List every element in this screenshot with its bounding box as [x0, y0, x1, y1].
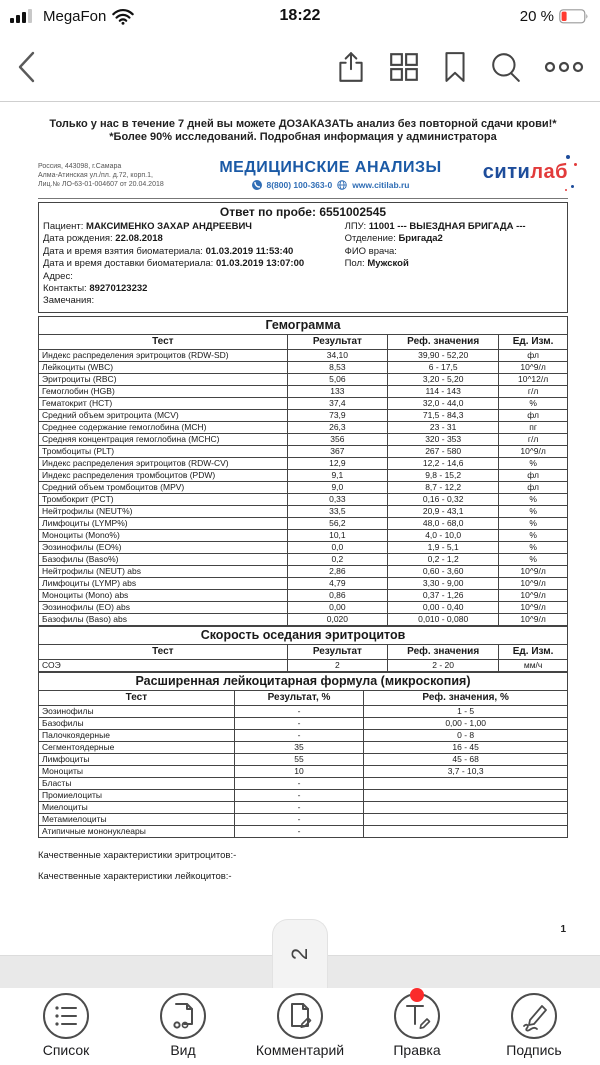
promo-line-1: Только у нас в течение 7 дней вы можете ДОЗАКАЗАТЬ анализ без повторной сдачи крови!*	[49, 118, 557, 130]
table-row	[39, 493, 568, 505]
column-header: Тест	[39, 334, 288, 349]
table-cell: Миелоциты	[39, 801, 235, 813]
next-page-tab	[272, 919, 328, 988]
table-row	[39, 789, 568, 801]
view-tool-button[interactable]	[135, 992, 231, 1065]
table-cell: 9,0	[287, 481, 388, 493]
table-cell: 0,010 - 0,080	[388, 613, 499, 625]
table-cell: 133	[287, 385, 388, 397]
sample-title: Ответ по пробе: 6551002545	[219, 205, 387, 219]
nav-bar	[0, 32, 600, 102]
column-header: Тест	[39, 644, 288, 659]
table-row	[39, 409, 568, 421]
comment-tool-button[interactable]	[252, 992, 348, 1065]
table-cell: %	[499, 541, 568, 553]
search-icon	[490, 51, 522, 83]
more-icon	[544, 59, 584, 75]
document-scroll-area[interactable]	[0, 102, 600, 988]
table-cell: 5,06	[287, 373, 388, 385]
table-cell: фл	[499, 349, 568, 361]
table-cell	[364, 777, 568, 789]
table-cell	[364, 813, 568, 825]
table-cell: Моноциты (Mono%)	[39, 529, 288, 541]
table-cell: 16 - 45	[364, 741, 568, 753]
logo-lab-part: лаб	[530, 161, 568, 183]
clinic-website: www.citilab.ru	[352, 180, 410, 190]
comment-icon	[276, 992, 324, 1040]
patient-info-column	[43, 221, 345, 308]
table-cell: пг	[499, 421, 568, 433]
table-cell: -	[234, 801, 364, 813]
bookmark-icon	[442, 51, 468, 83]
column-header: Результат	[287, 334, 388, 349]
table-cell: 367	[287, 445, 388, 457]
table-row	[39, 777, 568, 789]
table-cell	[364, 801, 568, 813]
tool-label: Правка	[393, 1042, 441, 1058]
table-cell: 12,9	[287, 457, 388, 469]
table-row	[39, 705, 568, 717]
table-cell: 73,9	[287, 409, 388, 421]
clinic-header	[38, 159, 568, 190]
column-header: Тест	[39, 690, 235, 705]
table-cell: -	[234, 777, 364, 789]
table-row	[39, 517, 568, 529]
table-cell: Бласты	[39, 777, 235, 789]
table-cell: Палочкоядерные	[39, 729, 235, 741]
view-icon	[159, 992, 207, 1040]
table-cell: Гематокрит (HCT)	[39, 397, 288, 409]
list-tool-button[interactable]	[18, 992, 114, 1065]
table-row	[39, 765, 568, 777]
bottom-toolbar	[0, 988, 600, 1065]
info-line: Адрес:	[43, 270, 73, 282]
column-header: Ед. Изм.	[499, 644, 568, 659]
table-cell: 35	[234, 741, 364, 753]
table-cell: %	[499, 529, 568, 541]
table-cell: Моноциты (Mono) abs	[39, 589, 288, 601]
table-row	[39, 659, 568, 671]
table-cell: Индекс распределения эритроцитов (RDW-CV)	[39, 457, 288, 469]
table-cell: Гемоглобин (HGB)	[39, 385, 288, 397]
signature-tool-button[interactable]	[486, 992, 582, 1065]
grid-icon	[388, 51, 420, 83]
table-cell: Базофилы	[39, 717, 235, 729]
table-cell: 0,00 - 1,00	[364, 717, 568, 729]
table-cell: фл	[499, 409, 568, 421]
table-cell: 0,2 - 1,2	[388, 553, 499, 565]
table-cell: 0 - 8	[364, 729, 568, 741]
tool-label: Список	[42, 1042, 90, 1058]
table-row	[39, 529, 568, 541]
table-cell: 55	[234, 753, 364, 765]
notification-badge	[410, 988, 424, 1002]
info-line: ФИО врача:	[344, 245, 397, 257]
leukocyte-formula-table	[38, 672, 568, 838]
clinic-title: МЕДИЦИНСКИЕ АНАЛИЗЫ	[219, 159, 442, 176]
table-cell: 33,5	[287, 505, 388, 517]
globe-icon	[337, 180, 347, 190]
column-header: Реф. значения	[388, 334, 499, 349]
table-cell: 34,10	[287, 349, 388, 361]
signature-icon	[510, 992, 558, 1040]
phone-icon	[252, 180, 262, 190]
table-row	[39, 589, 568, 601]
table-row	[39, 433, 568, 445]
more-button[interactable]	[544, 59, 584, 75]
table-row	[39, 729, 568, 741]
table-cell: Эозинофилы (EO%)	[39, 541, 288, 553]
table-cell: Нейтрофилы (NEUT%)	[39, 505, 288, 517]
tool-label: Подпись	[506, 1042, 562, 1058]
table-row	[39, 813, 568, 825]
table-row	[39, 445, 568, 457]
table-cell: 4,0 - 10,0	[388, 529, 499, 541]
table-cell: %	[499, 457, 568, 469]
table-row	[39, 825, 568, 837]
facility-info-column	[345, 221, 563, 308]
table-cell: 0,86	[287, 589, 388, 601]
table-cell: 10^9/л	[499, 589, 568, 601]
table-cell: 6 - 17,5	[388, 361, 499, 373]
table-row	[39, 361, 568, 373]
battery-percent-label: 20 %	[519, 7, 554, 25]
table-cell: 0,37 - 1,26	[388, 589, 499, 601]
column-header: Ед. Изм.	[499, 334, 568, 349]
table-cell: 10^9/л	[499, 601, 568, 613]
table-row	[39, 385, 568, 397]
info-line: Дата рождения: 22.08.2018	[43, 233, 163, 245]
table-cell: 56,2	[287, 517, 388, 529]
table-row	[39, 457, 568, 469]
table-cell: 9,1	[287, 469, 388, 481]
table-cell: 32,0 - 44,0	[388, 397, 499, 409]
table-row	[39, 801, 568, 813]
table-cell: Тромбокрит (PCT)	[39, 493, 288, 505]
table-cell: 1,9 - 5,1	[388, 541, 499, 553]
info-line: Контакты: 89270123232	[43, 283, 148, 295]
table-cell: 0,16 - 0,32	[388, 493, 499, 505]
column-header: Реф. значения, %	[364, 690, 568, 705]
table-cell: 4,79	[287, 577, 388, 589]
table-cell: 8,7 - 12,2	[388, 481, 499, 493]
battery-icon	[559, 9, 590, 24]
table-cell: 39,90 - 52,20	[388, 349, 499, 361]
bookmark-button[interactable]	[442, 51, 468, 83]
page-number: 1	[560, 924, 566, 935]
table-cell: 0,020	[287, 613, 388, 625]
table-cell: 114 - 143	[388, 385, 499, 397]
table-cell: -	[234, 825, 364, 837]
logo-city-part: сити	[482, 161, 531, 183]
table-cell: -	[234, 789, 364, 801]
table-cell: Среднее содержание гемоглобина (MCH)	[39, 421, 288, 433]
hemogram-table	[38, 316, 568, 626]
table-cell: 0,60 - 3,60	[388, 565, 499, 577]
table-cell: %	[499, 505, 568, 517]
table-cell: 10^9/л	[499, 613, 568, 625]
table-cell: 48,0 - 68,0	[388, 517, 499, 529]
table-cell: г/л	[499, 385, 568, 397]
address-line: Россия, 443098, г.Самара	[38, 163, 122, 170]
table-row	[39, 541, 568, 553]
promo-banner	[38, 118, 568, 144]
search-button[interactable]	[490, 51, 522, 83]
info-line: ЛПУ: 11001 --- ВЫЕЗДНАЯ БРИГАДА ---	[344, 221, 526, 232]
table-row	[39, 577, 568, 589]
table-cell: -	[234, 717, 364, 729]
table-row	[39, 717, 568, 729]
table-cell: 1 - 5	[364, 705, 568, 717]
hemogram-header-row	[39, 334, 568, 349]
table-cell: -	[234, 729, 364, 741]
info-line: Дата и время взятия биоматериала: 01.03.2019 11:53:40	[43, 245, 294, 257]
table-cell: 356	[287, 433, 388, 445]
esr-section-title: Скорость оседания эритроцитов	[39, 626, 568, 644]
table-cell: 26,3	[287, 421, 388, 433]
table-cell: Лимфоциты (LYMP) abs	[39, 577, 288, 589]
table-cell: 267 - 580	[388, 445, 499, 457]
header-divider	[38, 198, 568, 199]
table-cell: 10	[234, 765, 364, 777]
sample-info-box	[38, 202, 568, 313]
promo-line-2: *Более 90% исследований. Подробная информация у администратора	[109, 131, 497, 143]
esr-header-row	[39, 644, 568, 659]
table-cell: Моноциты	[39, 765, 235, 777]
table-cell: Эозинофилы	[39, 705, 235, 717]
table-cell	[364, 825, 568, 837]
table-cell: Нейтрофилы (NEUT) abs	[39, 565, 288, 577]
table-cell: 9,8 - 15,2	[388, 469, 499, 481]
info-line: Дата и время доставки биоматериала: 01.03.2019 13:07:00	[43, 258, 305, 270]
table-cell: фл	[499, 481, 568, 493]
table-cell: Лимфоциты (LYMP%)	[39, 517, 288, 529]
table-cell: 320 - 353	[388, 433, 499, 445]
next-page-number: 2	[287, 947, 312, 961]
table-row	[39, 373, 568, 385]
table-cell: Сегментоядерные	[39, 741, 235, 753]
table-cell: Базофилы (Baso) abs	[39, 613, 288, 625]
table-cell: 0,2	[287, 553, 388, 565]
table-cell: %	[499, 493, 568, 505]
table-cell: 12,2 - 14,6	[388, 457, 499, 469]
table-cell: 2,86	[287, 565, 388, 577]
table-cell: %	[499, 517, 568, 529]
table-cell: 3,30 - 9,00	[388, 577, 499, 589]
table-row	[39, 505, 568, 517]
thumbnails-button[interactable]	[388, 51, 420, 83]
note-erythrocytes: Качественные характеристики эритроцитов:-	[38, 849, 237, 861]
table-cell: Базофилы (Baso%)	[39, 553, 288, 565]
table-cell: -	[234, 705, 364, 717]
table-cell: Тромбоциты (PLT)	[39, 445, 288, 457]
table-cell: Лейкоциты (WBC)	[39, 361, 288, 373]
table-cell: 3,7 - 10,3	[364, 765, 568, 777]
share-button[interactable]	[336, 50, 366, 84]
chevron-left-icon	[16, 50, 38, 84]
note-leukocytes: Качественные характеристики лейкоцитов:-	[38, 870, 232, 882]
logo-dot	[571, 185, 574, 188]
table-cell: Метамиелоциты	[39, 813, 235, 825]
micro-section-title: Расширенная лейкоцитарная формула (микроскопия)	[39, 672, 568, 690]
tool-label: Комментарий	[255, 1042, 345, 1058]
table-row	[39, 741, 568, 753]
column-header: Результат	[287, 644, 388, 659]
table-row	[39, 397, 568, 409]
table-cell	[364, 789, 568, 801]
table-cell: 10^9/л	[499, 577, 568, 589]
qualitative-notes	[38, 845, 568, 887]
table-cell: 45 - 68	[364, 753, 568, 765]
table-cell: Индекс распределения эритроцитов (RDW-SD)	[39, 349, 288, 361]
license-line: Лиц.№ ЛО-63-01-004607 от 20.04.2018	[38, 181, 164, 188]
logo-dot	[566, 155, 570, 159]
table-row	[39, 469, 568, 481]
hemogram-section-title: Гемограмма	[39, 316, 568, 334]
back-button[interactable]	[16, 50, 38, 84]
table-cell: СОЭ	[39, 659, 288, 671]
table-cell: Эозинофилы (EO) abs	[39, 601, 288, 613]
table-cell: 37,4	[287, 397, 388, 409]
table-cell: 20,9 - 43,1	[388, 505, 499, 517]
table-row	[39, 349, 568, 361]
table-row	[39, 753, 568, 765]
logo-dot	[565, 189, 567, 191]
address-line: Алма-Атинская ул./пл. д.72, корп.1,	[38, 172, 153, 179]
share-icon	[336, 50, 366, 84]
micro-header-row	[39, 690, 568, 705]
table-cell: Индекс распределения тромбоцитов (PDW)	[39, 469, 288, 481]
table-cell: 10^12/л	[499, 373, 568, 385]
table-cell: Лимфоциты	[39, 753, 235, 765]
table-cell: фл	[499, 469, 568, 481]
clock: 18:22	[279, 7, 321, 24]
table-cell: мм/ч	[499, 659, 568, 671]
list-icon	[42, 992, 90, 1040]
edit-tool-button[interactable]	[369, 992, 465, 1065]
document-page	[0, 102, 600, 955]
table-cell: 10^9/л	[499, 565, 568, 577]
column-header: Реф. значения	[388, 644, 499, 659]
table-cell: 0,33	[287, 493, 388, 505]
table-cell: 10,1	[287, 529, 388, 541]
table-cell: 71,5 - 84,3	[388, 409, 499, 421]
esr-table	[38, 626, 568, 672]
table-cell: -	[234, 813, 364, 825]
table-cell: г/л	[499, 433, 568, 445]
table-row	[39, 421, 568, 433]
table-cell: 10^9/л	[499, 445, 568, 457]
table-cell: Средний объем тромбоцитов (MPV)	[39, 481, 288, 493]
table-cell: 0,00 - 0,40	[388, 601, 499, 613]
table-cell: 2 - 20	[388, 659, 499, 671]
table-cell: 2	[287, 659, 388, 671]
table-row	[39, 553, 568, 565]
table-row	[39, 565, 568, 577]
table-cell: 0,0	[287, 541, 388, 553]
info-line: Отделение: Бригада2	[344, 233, 443, 245]
table-cell: Эритроциты (RBC)	[39, 373, 288, 385]
table-cell: 3,20 - 5,20	[388, 373, 499, 385]
clinic-phone: 8(800) 100-363-0	[266, 180, 333, 190]
table-cell: Средний объем эритроцита (MCV)	[39, 409, 288, 421]
table-row	[39, 481, 568, 493]
table-cell: Промиелоциты	[39, 789, 235, 801]
table-cell: %	[499, 553, 568, 565]
table-cell: 8,53	[287, 361, 388, 373]
carrier-label: MegaFon	[43, 7, 107, 25]
status-bar	[0, 0, 600, 32]
clinic-contacts	[203, 180, 458, 190]
info-line: Пол: Мужской	[344, 258, 409, 270]
citilab-logo	[458, 159, 568, 184]
table-cell: Атипичные мононуклеары	[39, 825, 235, 837]
info-line: Замечания:	[43, 295, 95, 307]
column-header: Результат, %	[234, 690, 364, 705]
tool-label: Вид	[170, 1042, 196, 1058]
table-cell: Средняя концентрация гемоглобина (MCHC)	[39, 433, 288, 445]
table-row	[39, 613, 568, 625]
table-row	[39, 601, 568, 613]
clinic-address	[38, 159, 203, 189]
table-cell: 23 - 31	[388, 421, 499, 433]
table-cell: 10^9/л	[499, 361, 568, 373]
logo-dot	[574, 163, 577, 166]
info-line: Пациент: МАКСИМЕНКО ЗАХАР АНДРЕЕВИЧ	[43, 221, 252, 232]
table-cell: %	[499, 397, 568, 409]
table-cell: 0,00	[287, 601, 388, 613]
